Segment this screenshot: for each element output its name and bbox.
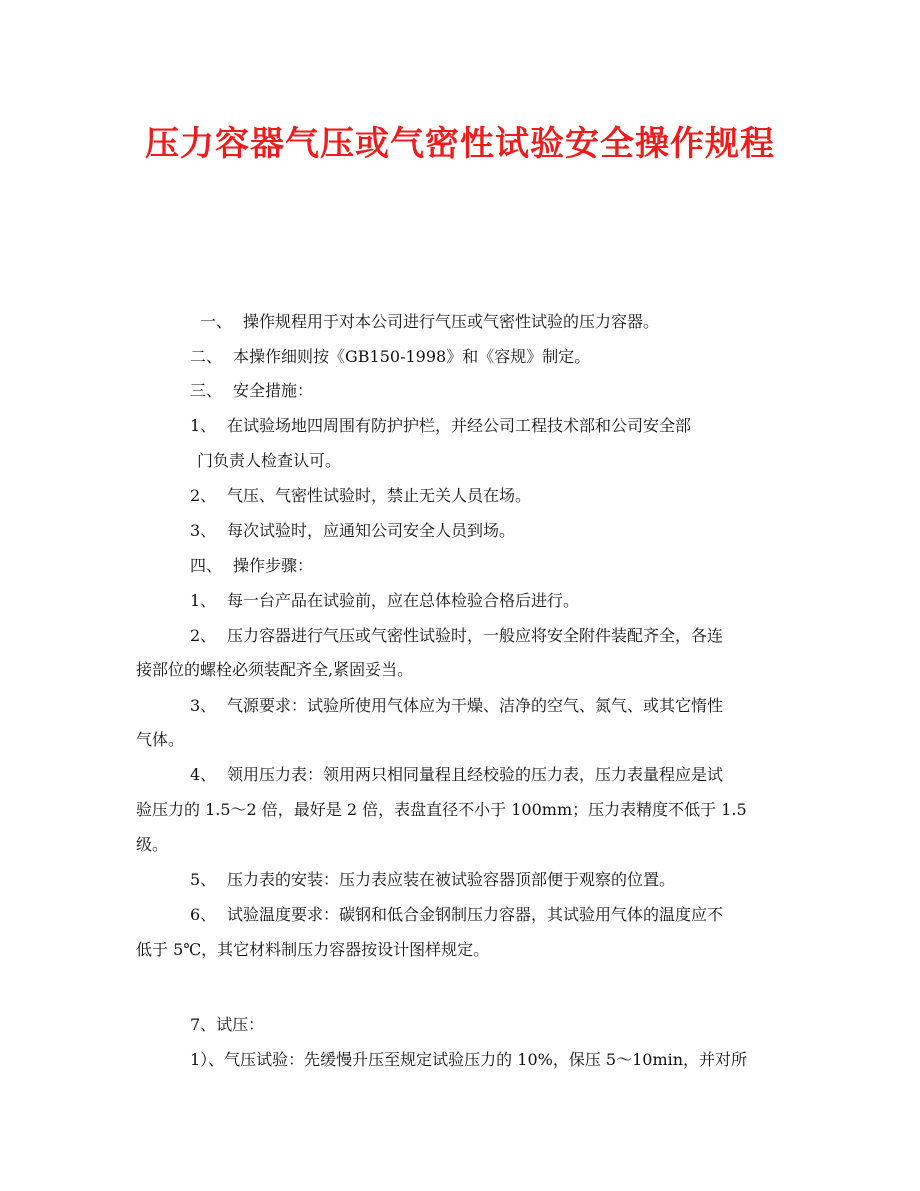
item-text: 1）、气压试验：先缓慢升压至规定试验压力的 10%，保压 5～10min，并对所 — [190, 1050, 748, 1069]
paragraph-line — [190, 765, 723, 785]
item-number: 三、 — [190, 381, 223, 400]
paragraph-line — [190, 905, 723, 925]
item-text: 验压力的 1.5～2 倍，最好是 2 倍，表盘直径不小于 100mm；压力表精度不低于 1.5 — [136, 800, 747, 819]
item-number: 6、 — [190, 905, 217, 924]
item-text: 气体。 — [136, 730, 185, 749]
item-text: 在试验场地四周围有防护护栏，并经公司工程技术部和公司安全部 — [227, 416, 692, 435]
paragraph-line — [136, 730, 184, 750]
paragraph-line — [190, 626, 723, 646]
item-text: 7、试压： — [190, 1015, 265, 1034]
paragraph-line — [136, 835, 168, 855]
item-number: 1、 — [190, 591, 217, 610]
paragraph-line — [136, 940, 489, 960]
item-text: 压力表的安装：压力表应装在被试验容器顶部便于观察的位置。 — [227, 870, 676, 889]
item-number: 3、 — [190, 521, 217, 540]
item-text: 操作规程用于对本公司进行气压或气密性试验的压力容器。 — [243, 312, 660, 331]
paragraph-line — [197, 451, 341, 471]
item-number: 3、 — [190, 696, 217, 715]
item-text: 压力容器进行气压或气密性试验时，一般应将安全附件装配齐全，各连 — [227, 626, 724, 645]
paragraph-line — [190, 381, 313, 401]
item-text: 门负责人检查认可。 — [197, 451, 342, 470]
paragraph-line — [190, 521, 515, 541]
item-text: 接部位的螺栓必须装配齐全,紧固妥当。 — [136, 660, 414, 679]
item-text: 级。 — [136, 835, 169, 854]
item-number: 2、 — [190, 626, 217, 645]
item-number: 4、 — [190, 765, 217, 784]
item-text: 操作步骤： — [233, 556, 314, 575]
item-text: 试验温度要求：碳钢和低合金钢制压力容器，其试验用气体的温度应不 — [227, 905, 724, 924]
item-number: 四、 — [190, 556, 223, 575]
paragraph-line — [136, 660, 413, 680]
item-text: 领用压力表：领用两只相同量程且经校验的压力表，压力表量程应是试 — [227, 765, 724, 784]
item-number: 二、 — [190, 347, 223, 366]
paragraph-line — [190, 696, 723, 716]
item-text: 本操作细则按《GB150-1998》和《容规》制定。 — [233, 347, 591, 366]
item-text: 安全措施： — [233, 381, 314, 400]
item-text: 气源要求：试验所使用气体应为干燥、洁净的空气、氮气、或其它惰性 — [227, 696, 724, 715]
paragraph-line — [190, 591, 579, 611]
item-number: 1、 — [190, 416, 217, 435]
item-number: 2、 — [190, 486, 217, 505]
item-text: 低于 5℃，其它材料制压力容器按设计图样规定。 — [136, 940, 490, 959]
paragraph-line — [200, 312, 659, 332]
item-number: 5、 — [190, 870, 217, 889]
paragraph-line — [136, 800, 747, 820]
document-title: 压力容器气压或气密性试验安全操作规程 — [145, 124, 775, 164]
item-number: 一、 — [200, 312, 233, 331]
paragraph-line — [190, 556, 313, 576]
paragraph-line — [190, 347, 590, 367]
item-text: 气压、气密性试验时，禁止无关人员在场。 — [227, 486, 532, 505]
paragraph-line — [190, 486, 531, 506]
paragraph-line — [190, 1015, 264, 1035]
paragraph-line — [190, 1050, 747, 1070]
paragraph-line — [190, 416, 691, 436]
item-text: 每次试验时，应通知公司安全人员到场。 — [227, 521, 516, 540]
item-text: 每一台产品在试验前，应在总体检验合格后进行。 — [227, 591, 580, 610]
paragraph-line — [190, 870, 675, 890]
